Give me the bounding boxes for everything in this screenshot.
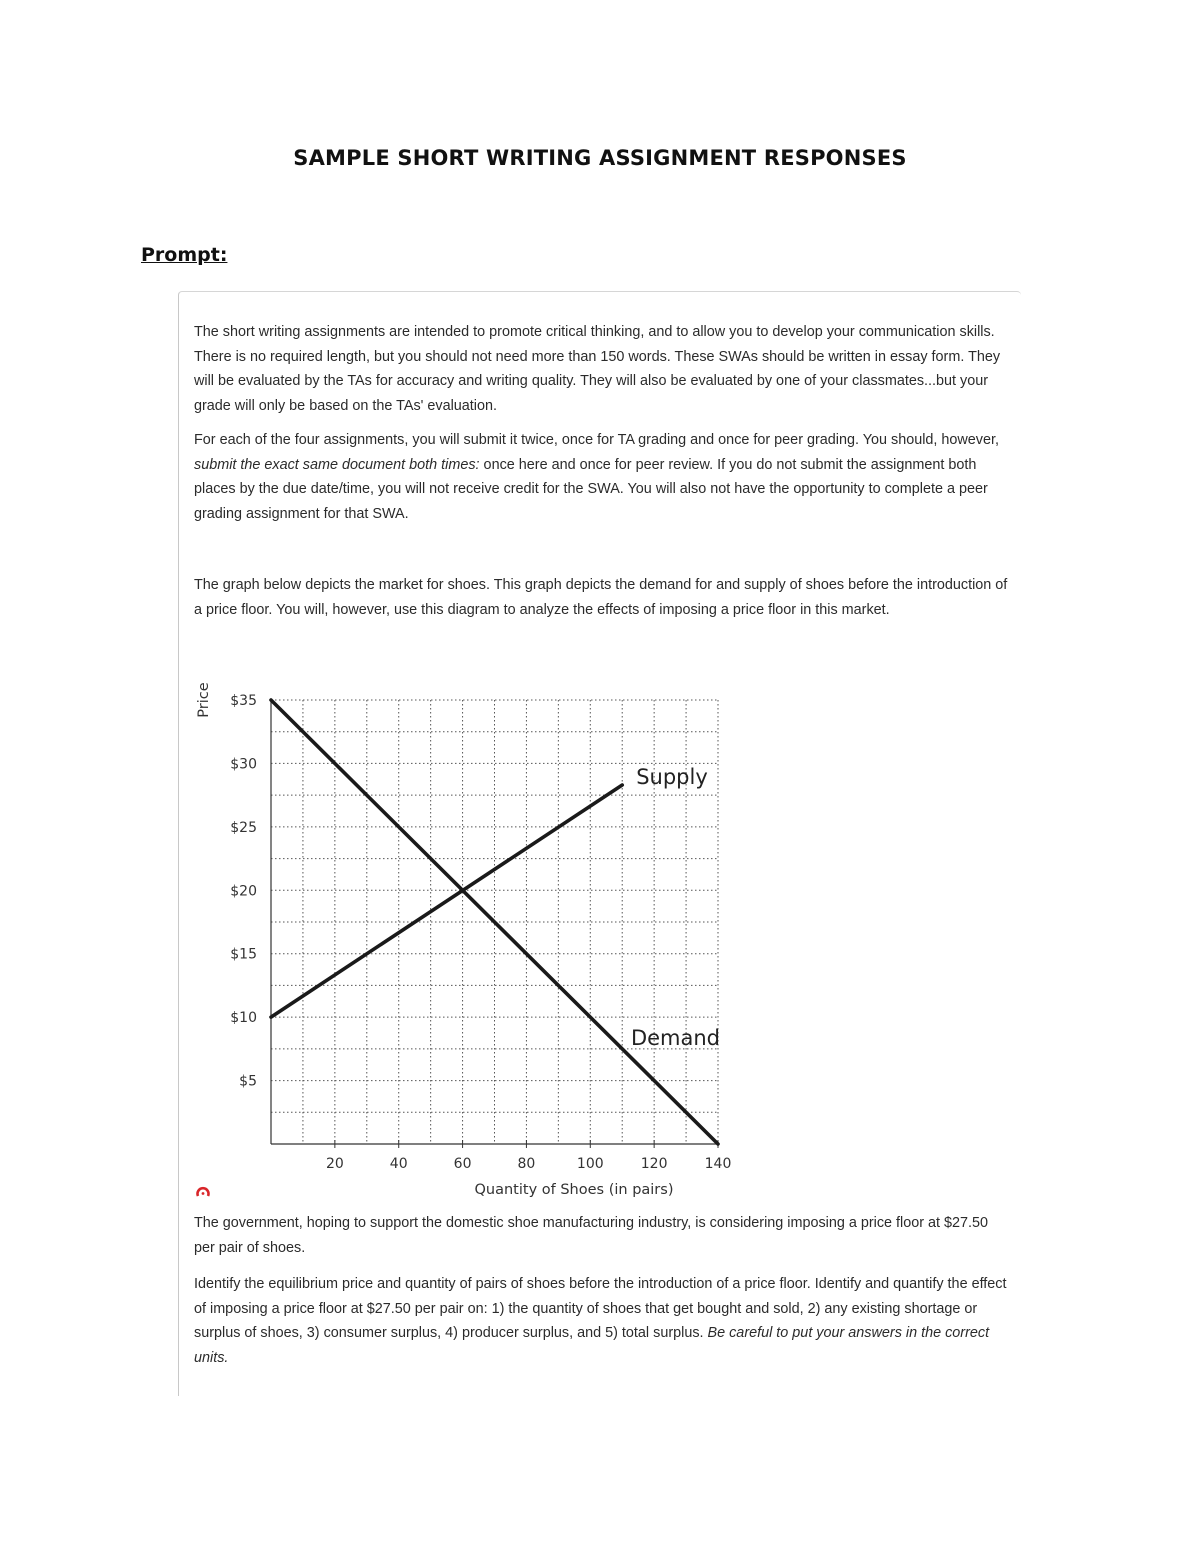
paragraph-submission xyxy=(194,428,1009,526)
paragraph-graph-intro: The graph below depicts the market for shoes. This graph depicts the demand for and supply of shoes before the introduction of a price floor. You will, however, use this diagram to analyze the effects of imposing a price floor in this market. xyxy=(194,577,1008,618)
x-axis-title: Quantity of Shoes (in pairs) xyxy=(474,1182,674,1198)
x-tick-label: 120 xyxy=(640,1156,668,1172)
refresh-icon[interactable] xyxy=(195,1184,211,1200)
paragraph-intro: The short writing assignments are intended to promote critical thinking, and to allow you to develop your communication skills. There is no required length, but you should not need more than 150 words. These SWAs should be written in essay form. They will be evaluated by the TAs for accuracy and writing quality. They will also be evaluated by one of your classmates...but your grade will only be based on the TAs' evaluation. xyxy=(194,324,1001,414)
x-tick-label: 140 xyxy=(704,1156,732,1172)
x-tick-label: 100 xyxy=(576,1156,604,1172)
y-tick-label: $35 xyxy=(230,693,257,709)
x-tick-label: 40 xyxy=(389,1156,408,1172)
x-tick-label: 20 xyxy=(325,1156,344,1172)
paragraph-submission-start: For each of the four assignments, you will submit it twice, once for TA grading and once for peer grading. You should, however, xyxy=(194,432,1000,448)
y-tick-label: $10 xyxy=(230,1010,257,1027)
x-tick-label: 80 xyxy=(517,1156,536,1172)
x-tick-label: 60 xyxy=(453,1156,472,1172)
document-title: SAMPLE SHORT WRITING ASSIGNMENT RESPONSES xyxy=(293,146,907,170)
prompt-heading: Prompt: xyxy=(141,244,228,266)
supply-curve xyxy=(271,785,622,1017)
chart-svg xyxy=(190,670,750,1210)
demand-label: Demand xyxy=(630,1026,720,1051)
y-tick-label: $20 xyxy=(230,883,257,900)
y-tick-label: $15 xyxy=(230,946,257,963)
supply-demand-chart xyxy=(190,670,750,1210)
paragraph-submission-emphasis: submit the exact same document both times: xyxy=(194,456,480,473)
y-axis-title: Price xyxy=(196,682,212,718)
y-tick-label: $30 xyxy=(230,756,257,773)
paragraph-submission-end: once here and once for peer review. If you do not submit the assignment both places by the due date/time, you will not receive credit for the SWA. You will also not have the opportunity to complete a peer grading assignment for that SWA. xyxy=(194,456,988,522)
y-tick-label: $25 xyxy=(230,819,257,836)
y-tick-label: $5 xyxy=(239,1073,257,1090)
paragraph-question xyxy=(194,1272,1009,1370)
paragraph-question-emphasis: Be careful to put your answers in the correct units. xyxy=(194,1325,990,1366)
paragraph-question-start: Identify the equilibrium price and quantity of pairs of shoes before the introduction of a price floor. Identify and quantify the effect of imposing a price floor at $27.50 per pair on: 1) the quantity of shoes that get bought and sold, 2) any existing shortage or surplus of shoes, 3) consumer surplus, 4) producer surplus, and 5) total surplus. xyxy=(194,1276,1007,1341)
paragraph-price-floor: The government, hoping to support the domestic shoe manufacturing industry, is considering imposing a price floor at $27.50 per pair of shoes. xyxy=(194,1215,989,1256)
supply-label: Supply xyxy=(636,764,708,789)
